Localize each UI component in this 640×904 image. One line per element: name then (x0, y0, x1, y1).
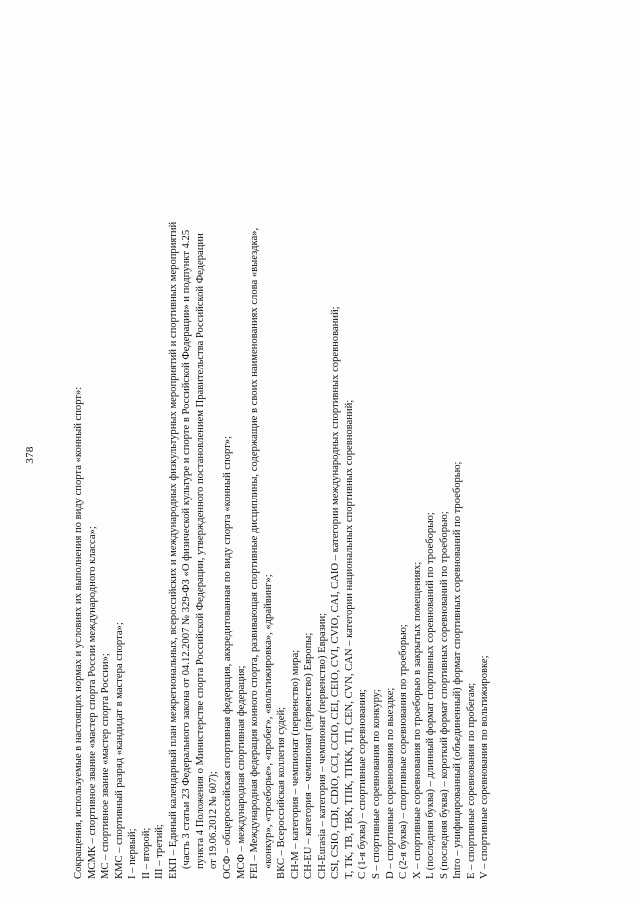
abbreviation-line: МС – спортивное звание «мастер спорта России»; (100, 653, 112, 879)
abbreviation-line: CH-EU – категория – чемпионат (первенство) Европы; (303, 632, 315, 879)
intro-line: Сокращения, используемые в настоящих нормах и условиях их выполнения по виду спорта «конный спорт»: (73, 386, 84, 879)
abbreviation-line: «конкур», «троеборье», «пробег», «вольтижировка», «драйвинг»; (262, 574, 274, 869)
abbreviation-line: от 19.06.2012 № 607); (208, 771, 220, 869)
abbreviation-line: T, ТК, ТВ, ТВК, ТПК, ТПКК, ТП, CEN, CVN, CAN – категории национальных спортивных соревнований; (343, 399, 355, 879)
abbreviation-line: II – второй; (140, 827, 152, 879)
abbreviation-line: МСФ – международная спортивная федерация; (235, 665, 247, 879)
abbreviation-line: Intro – унифицированный (объединенный) формат спортивных соревнований по троеборью; (452, 461, 464, 879)
abbreviation-line: E – спортивные соревнования по пробегам; (465, 682, 477, 879)
abbreviation-line: ЕКП – Единый календарный план межрегиональных, всероссийских и международных физкультурных мероприятий и спортивных мероприятий (167, 221, 179, 879)
abbreviation-line: МСМК – спортивное звание «мастер спорта России международного класса»; (86, 526, 98, 879)
abbreviation-line: I – первый; (127, 828, 139, 879)
page-number: 378 (24, 446, 36, 464)
rotated-content (24, 25, 592, 885)
abbreviation-line: D – спортивные соревнования по выездке; (384, 687, 396, 879)
abbreviation-line: X – спортивные соревнования по троеборью в закрытых помещениях; (411, 561, 423, 879)
abbreviation-line: С (1-я буква) – спортивные соревнования; (357, 689, 369, 879)
abbreviation-line: ВКС – Всероссийская коллегия судей; (276, 706, 288, 879)
abbreviation-line: КМС – спортивный разряд «кандидат в мастера спорта»; (113, 622, 125, 879)
abbreviation-line: FEI – Международная федерация конного спорта, развивающая спортивные дисциплины, содержащие в своих наименованиях слова «выездка», (249, 227, 261, 879)
abbreviation-line: CH-M – категория – чемпионат (первенство) мира; (289, 649, 301, 879)
abbreviation-line: ОСФ – общероссийская спортивная федерация, аккредитованная по виду спорта «конный спорт»; (222, 436, 234, 879)
abbreviation-line: CH-Eurasia – категория – чемпионат (первенство) Евразии; (316, 612, 328, 879)
abbreviation-line: S – спортивные соревнования по конкуру; (371, 689, 383, 879)
abbreviations-list (72, 25, 492, 885)
abbreviation-line: III – третий; (154, 824, 166, 879)
abbreviation-line: L (последняя буква) – длинный формат спортивных соревнований по троеборью; (425, 512, 437, 879)
abbreviation-line: V – спортивные соревнования по вольтижировке; (479, 655, 491, 879)
abbreviation-line: CSI, CSIO, CDI, CDIO, CCI, CCIO, CEI, CEIO, CVI, CVIO, CAI, CAIO – категории международных спортивных соревнований; (330, 306, 342, 879)
abbreviation-line: пункта 4 Положения о Министерстве спорта Российской Федерации, утвержденного постановлением Правительства Российской Федерации (194, 233, 206, 869)
abbreviation-line: (часть 3 статьи 23 Федерального закона от 04.12.2007 № 329-ФЗ «О физической культуре и спорте в Российской Федерации» и подпункт 4.25 (181, 229, 193, 869)
abbreviation-line: S (последняя буква) – короткий формат спортивных соревнований по троеборью; (438, 511, 450, 879)
abbreviation-line: С (2-я буква) – спортивные соревнования по троеборью; (398, 624, 410, 879)
